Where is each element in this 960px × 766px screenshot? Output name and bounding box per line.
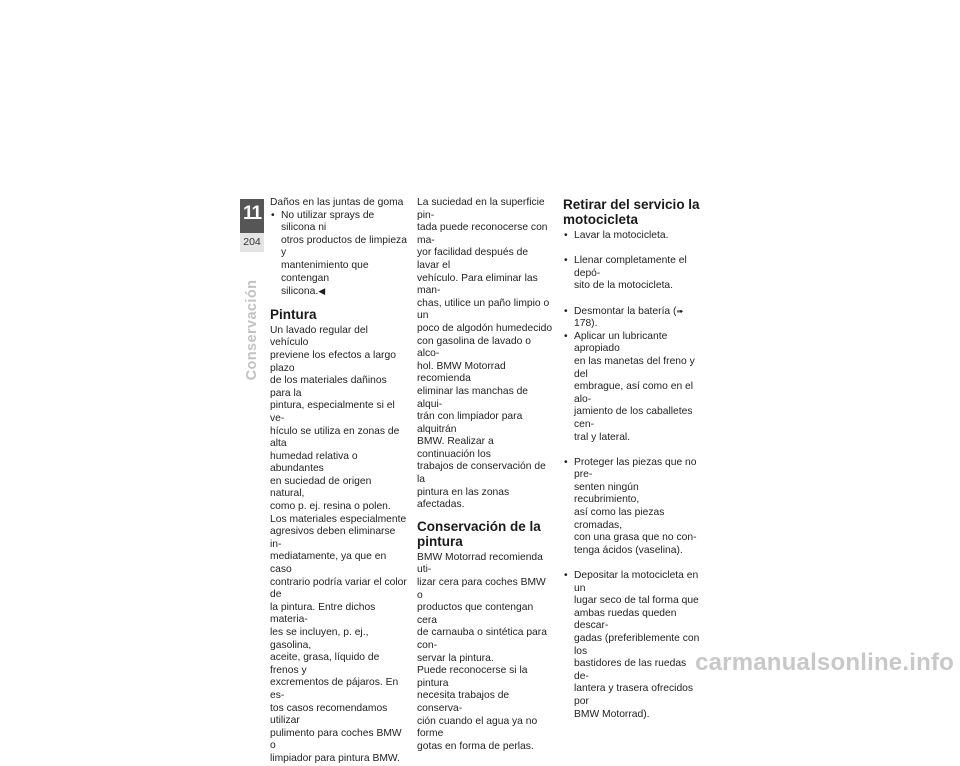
line: hol. BMW Motorrad recomienda — [417, 360, 506, 385]
line: Los materiales especialmente — [270, 513, 407, 525]
list-item — [270, 210, 407, 299]
line: bastidores de las ruedas de- — [574, 658, 687, 682]
paragraph — [270, 325, 407, 766]
line: motocicleta — [563, 212, 639, 227]
line: sito de la motocicleta. — [574, 280, 674, 292]
line: con una grasa que no con- — [574, 532, 697, 544]
chapter-title: Conservación — [244, 279, 260, 381]
line: BMW Motorrad). — [574, 708, 650, 720]
line: contrario podría variar el color de — [270, 576, 407, 601]
line: jamiento de los caballetes cen- — [574, 406, 693, 430]
column-1 — [270, 197, 407, 766]
line: senten ningún recubrimiento, — [574, 481, 640, 506]
line: la pintura. Entre dichos materia- — [270, 601, 376, 626]
line: mediatamente, ya que en caso — [270, 551, 387, 576]
line: agresivos deben eliminarse in- — [270, 526, 396, 550]
heading-pintura: Pintura — [270, 306, 317, 322]
line: silicona. — [281, 286, 319, 298]
line: Proteger las piezas que no pre- — [574, 456, 697, 481]
line: Aplicar un lubricante apropiado — [574, 330, 668, 355]
line: Un lavado regular del vehículo — [270, 324, 368, 349]
line: BMW Motorrad recomienda uti- — [417, 551, 543, 576]
line: eliminar las manchas de alqui- — [417, 385, 529, 410]
watermark: carmanualsonline.info — [695, 649, 954, 676]
line: les se incluyen, p. ej., gasolina, — [270, 627, 369, 651]
list-item — [563, 457, 701, 558]
paragraph — [417, 197, 553, 512]
line: lantera y trasera ofrecidos por — [574, 683, 694, 707]
line: productos que contengan cera — [417, 602, 534, 626]
page-number: 204 — [240, 233, 264, 252]
line: BMW. Realizar a continuación los — [417, 436, 494, 460]
line: necesita trabajos de conserva- — [417, 690, 510, 714]
line: chas, utilice un paño limpio o un — [417, 297, 550, 322]
line: de los materiales dañinos para la — [270, 375, 387, 399]
line: como p. ej. resina o polen. — [270, 501, 391, 513]
line: trabajos de conservación de la — [417, 461, 546, 486]
line: limpiador para pintura BMW. — [270, 752, 400, 764]
line: No utilizar sprays de silicona ni — [281, 209, 375, 234]
line: Lavar la motocicleta. — [574, 230, 669, 241]
line: lizar cera para coches BMW o — [417, 577, 546, 601]
list-item — [563, 570, 701, 721]
line: gotas en forma de perlas. — [417, 740, 534, 752]
chapter-number: 11 — [242, 203, 262, 224]
line: en las manetas del freno y del — [574, 355, 695, 380]
line: pintura en las zonas afectadas. — [417, 486, 510, 511]
heading-conservacion-pintura — [417, 519, 553, 549]
line: Desmontar la batería ( — [574, 305, 677, 317]
column-3 — [563, 197, 701, 721]
bullet-list — [270, 210, 407, 299]
line: pintura — [417, 533, 463, 549]
line: tral y lateral. — [574, 431, 631, 443]
list-item — [563, 306, 701, 331]
line: pintura, especialmente si el ve- — [270, 400, 395, 424]
intro-text — [270, 197, 407, 210]
list-item — [563, 230, 701, 243]
line: Depositar la motocicleta en un — [574, 570, 699, 594]
line: en suciedad de origen natural, — [270, 475, 372, 500]
list-item — [563, 255, 701, 293]
bullet-list — [563, 230, 701, 721]
line: Conservación de la — [417, 518, 541, 534]
line: vehículo. Para eliminar las man- — [417, 272, 538, 297]
line: tenga ácidos (vaselina). — [574, 544, 683, 556]
line: lugar seco de tal forma que — [574, 595, 699, 607]
line: excrementos de pájaros. En es- — [270, 677, 399, 701]
line: Retirar del servicio la — [563, 197, 700, 212]
line: tos casos recomendamos utilizar — [270, 702, 388, 727]
line: gadas (preferiblemente con los — [574, 633, 700, 657]
line: con gasolina de lavado o alco- — [417, 335, 531, 360]
line: Daños en las juntas de goma — [270, 197, 404, 208]
line: 178). — [574, 318, 598, 330]
line: pulimento para coches BMW o — [270, 727, 402, 752]
page-reference-arrow-icon: ➠ — [676, 306, 684, 316]
line: mantenimiento que contengan — [281, 259, 369, 284]
list-item — [563, 331, 701, 444]
line: Puede reconocerse si la pintura — [417, 665, 528, 689]
line: yor facilidad después de lavar el — [417, 247, 529, 271]
line: así como las piezas cromadas, — [574, 507, 665, 531]
paragraph — [417, 552, 553, 754]
line: aceite, grasa, líquido de frenos y — [270, 652, 380, 676]
line: servar la pintura. — [417, 652, 494, 664]
line: otros productos de limpieza y — [281, 234, 407, 259]
line: trán con limpiador para alquitrán — [417, 411, 523, 435]
line: embrague, así como en el alo- — [574, 381, 694, 405]
line: de carnauba o sintética para con- — [417, 627, 547, 651]
line: poco de algodón humedecido — [417, 322, 553, 334]
line: previene los efectos a largo plazo — [270, 349, 396, 374]
line: hículo se utiliza en zonas de alta — [270, 425, 400, 450]
line: La suciedad en la superficie pin- — [417, 197, 545, 221]
line: tada puede reconocerse con ma- — [417, 222, 548, 246]
end-mark-icon: ◀ — [318, 286, 326, 297]
line: Llenar completamente el depó- — [574, 255, 687, 279]
line: ción cuando el agua ya no forme — [417, 715, 538, 740]
column-2 — [417, 197, 553, 753]
line: ambas ruedas queden descar- — [574, 607, 677, 632]
line: humedad relativa o abundantes — [270, 450, 358, 475]
heading-retirar-servicio — [563, 197, 701, 227]
